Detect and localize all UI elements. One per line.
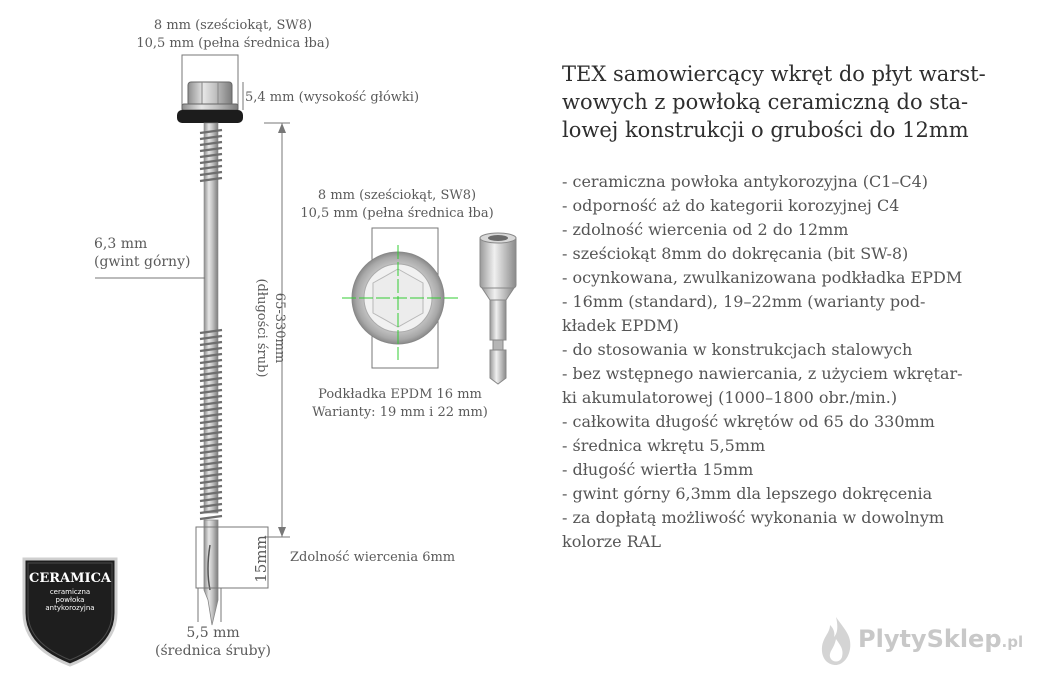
badge-subtitle (18, 588, 122, 612)
head-height-label: 5,4 mm (wysokość główki) (245, 90, 420, 105)
product-title (562, 60, 1042, 144)
feature-item (562, 506, 1042, 554)
brand-logo[interactable] (818, 615, 1038, 667)
feature-text: - zdolność wiercenia od 2 do 12mm (562, 220, 849, 239)
thread-ridge (200, 378, 222, 381)
washer-variants-label (300, 386, 500, 422)
feature-text: ki akumulatorowej (1000–1800 obr./min.) (562, 388, 898, 407)
thread-ridge (200, 456, 222, 459)
feature-item (562, 218, 1042, 242)
feature-text: - całkowita długość wkrętów od 65 do 330mm (562, 412, 935, 431)
upper-thread (200, 130, 222, 181)
thread-ridge (200, 420, 222, 423)
feature-text: - do stosowania w konstrukcjach stalowych (562, 340, 913, 359)
badge-title: CERAMICA (28, 571, 112, 586)
badge-sub-line: antykorozyjna (45, 604, 95, 612)
length-line1: 65-330mm (272, 292, 287, 364)
thread-ridge (200, 172, 222, 175)
feature-text: - gwint górny 6,3mm dla lepszego dokręcenia (562, 484, 933, 503)
thread-ridge (200, 154, 222, 157)
washer-size-label (292, 187, 502, 223)
flame-icon (818, 615, 854, 667)
thread-ridge (200, 402, 222, 405)
washer-top-view (342, 228, 460, 368)
screw-diameter-line1: 5,5 mm (186, 625, 240, 641)
drill-tip (204, 520, 218, 625)
feature-item (562, 194, 1042, 218)
thread-ridge (200, 148, 222, 151)
washer-size-line2: 10,5 mm (pełna średnica łba) (300, 206, 494, 221)
brand-tld: .pl (1001, 633, 1024, 651)
thread-ridge (200, 486, 222, 489)
thread-ridge (200, 492, 222, 495)
badge-sub-line: ceramiczna (49, 588, 91, 596)
thread-ridge (200, 498, 222, 501)
thread-ridge (200, 468, 222, 471)
head-size-line2: 10,5 mm (pełna średnica łba) (136, 36, 330, 51)
thread-ridge (200, 348, 222, 351)
feature-text: - sześciokąt 8mm do dokręcania (bit SW-8) (562, 244, 909, 263)
feature-text: - bez wstępnego nawiercania, z użyciem wkrętar- (562, 364, 963, 383)
thread-ridge (200, 480, 222, 483)
thread-ridge (200, 136, 222, 139)
feature-text: - 16mm (standard), 19–22mm (warianty pod- (562, 292, 926, 311)
feature-text: - odporność aż do kategorii korozyjnej C4 (562, 196, 900, 215)
feature-item (562, 482, 1042, 506)
epdm-washer (177, 110, 243, 123)
thread-ridge (200, 396, 222, 399)
drill-capacity-label: Zdolność wiercenia 6mm (290, 550, 456, 565)
thread-ridge (200, 474, 222, 477)
thread-ridge (200, 516, 222, 519)
title-line: wowych z powłoką ceramiczną do sta- (562, 90, 969, 114)
feature-text: - za dopłatą możliwość wykonania w dowolnym (562, 508, 945, 527)
screw-head (177, 82, 243, 123)
thread-ridge (200, 366, 222, 369)
washer-size-line1: 8 mm (sześciokąt, SW8) (317, 188, 477, 203)
thread-ridge (200, 438, 222, 441)
thread-ridge (200, 384, 222, 387)
sw8-bit (480, 233, 516, 384)
length-line2: (długości śrub) (254, 278, 269, 378)
head-size-line1: 8 mm (sześciokąt, SW8) (153, 18, 313, 33)
thread-ridge (200, 160, 222, 163)
feature-item (562, 242, 1042, 266)
feature-text: - ceramiczna powłoka antykorozyjna (C1–C4) (562, 172, 929, 191)
title-line: TEX samowiercący wkręt do płyt warst- (562, 62, 986, 86)
screw-shank (204, 123, 218, 513)
feature-text: - długość wiertła 15mm (562, 460, 754, 479)
badge-sub-line: powłoka (55, 596, 85, 604)
thread-ridge (200, 142, 222, 145)
thread-ridge (200, 130, 222, 133)
thread-ridge (200, 450, 222, 453)
thread-ridge (200, 354, 222, 357)
thread-ridge (200, 426, 222, 429)
head-size-label (128, 17, 338, 53)
thread-ridge (200, 510, 222, 513)
thread-ridge (200, 462, 222, 465)
feature-item (562, 434, 1042, 458)
thread-ridge (200, 330, 222, 333)
feature-text: - średnica wkrętu 5,5mm (562, 436, 766, 455)
upper-thread-line1: 6,3 mm (94, 236, 148, 252)
screw-diameter-line2: (średnica śruby) (155, 643, 271, 659)
thread-ridge (200, 444, 222, 447)
upper-thread-label (94, 235, 190, 271)
thread-ridge (200, 414, 222, 417)
length-label (252, 248, 288, 408)
thread-ridge (200, 432, 222, 435)
feature-text: kładek EPDM) (562, 316, 679, 335)
thread-ridge (200, 178, 222, 181)
brand-name-text: PlytySklep (858, 625, 1002, 653)
thread-ridge (200, 390, 222, 393)
feature-item (562, 362, 1042, 410)
thread-ridge (200, 360, 222, 363)
thread-ridge (200, 504, 222, 507)
drill-length-label: 15mm (252, 535, 270, 583)
feature-text: - ocynkowana, zwulkanizowana podkładka EPDM (562, 268, 963, 287)
brand-name (858, 625, 1023, 653)
ceramica-badge (18, 555, 122, 667)
feature-item (562, 458, 1042, 482)
thread-ridge (200, 166, 222, 169)
feature-item (562, 410, 1042, 434)
feature-item (562, 290, 1042, 338)
thread-ridge (200, 342, 222, 345)
feature-item (562, 338, 1042, 362)
washer-variants-line2: Warianty: 19 mm i 22 mm) (312, 405, 488, 420)
title-line: lowej konstrukcji o grubości do 12mm (562, 118, 969, 142)
screw-diameter-label (128, 624, 298, 660)
feature-item (562, 266, 1042, 290)
thread-ridge (200, 408, 222, 411)
washer-variants-line1: Podkładka EPDM 16 mm (318, 387, 482, 402)
thread-ridge (200, 336, 222, 339)
upper-thread-line2: (gwint górny) (94, 254, 191, 270)
feature-text: kolorze RAL (562, 532, 661, 551)
thread-ridge (200, 372, 222, 375)
feature-item (562, 170, 1042, 194)
feature-list (562, 170, 1042, 554)
